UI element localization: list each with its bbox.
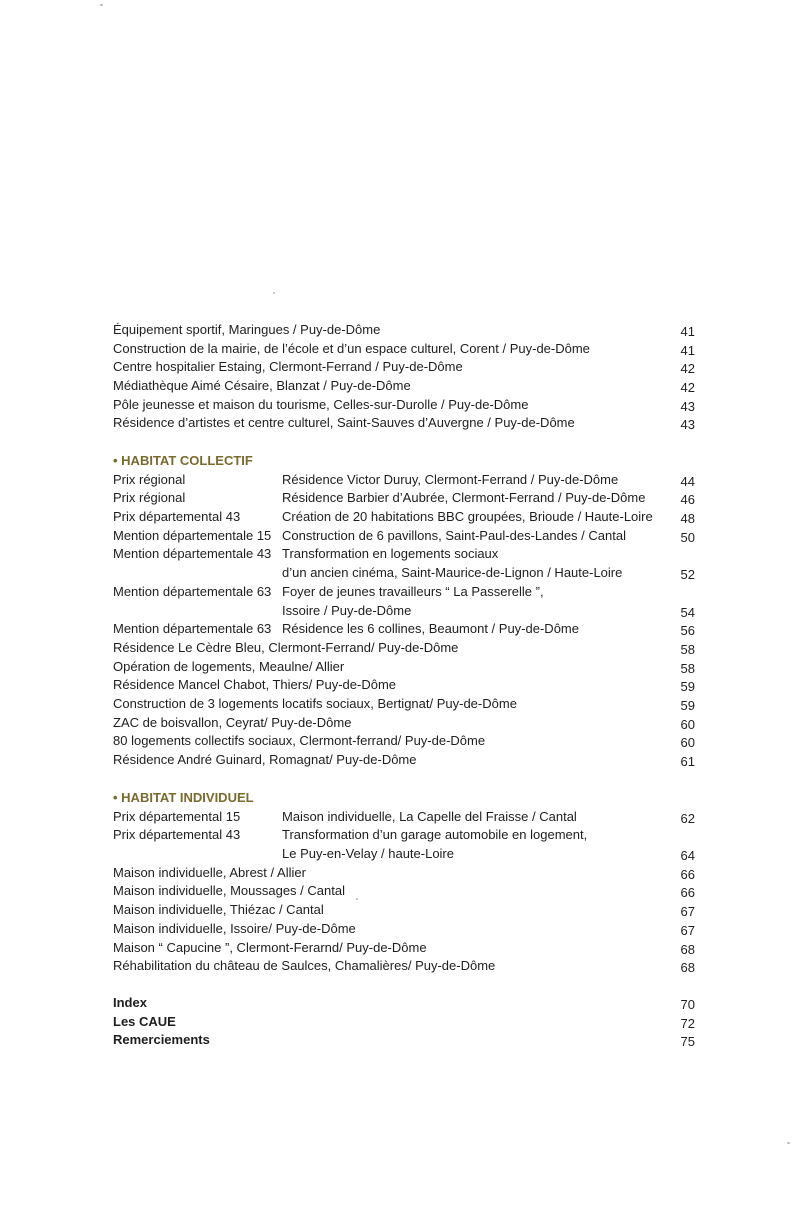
entry-title: Résidence d’artistes et centre culturel, Saint-Sauves d’Auvergne / Puy-de-Dôme [113, 415, 575, 431]
toc-entry[interactable] [113, 545, 695, 564]
toc-entry[interactable] [113, 676, 695, 695]
entry-title: Index [113, 995, 147, 1010]
toc-entry[interactable] [113, 920, 695, 939]
entry-page: 61 [680, 754, 695, 769]
entry-page: 54 [680, 604, 695, 620]
entry-prize: Mention départementale 63 [113, 583, 272, 599]
entry-page: 59 [680, 697, 695, 713]
toc-entry[interactable] [113, 377, 695, 396]
toc-entry[interactable] [113, 508, 695, 527]
toc-entry[interactable] [113, 340, 695, 359]
entry-page: 41 [680, 342, 695, 358]
entry-title: Résidence Le Cèdre Bleu, Clermont-Ferrand/ Puy-de-Dôme [113, 639, 459, 655]
entry-title: Maison individuelle, Thiézac / Cantal [113, 902, 324, 918]
entry-prize: Mention départementale 15 [113, 527, 272, 543]
entry-prize: Prix départemental 43 [113, 509, 241, 525]
entry-page: 67 [680, 904, 695, 920]
entry-title: Maison individuelle, Moussages / Cantal [113, 883, 345, 899]
toc-entry[interactable] [113, 695, 695, 714]
scan-speck [100, 4, 103, 6]
toc-entry[interactable] [113, 620, 695, 639]
entry-page: 52 [680, 567, 695, 583]
entry-page: 67 [680, 922, 695, 938]
entry-title: Résidence les 6 collines, Beaumont / Puy-de-Dôme [282, 621, 579, 637]
toc-entry[interactable] [113, 527, 695, 546]
entry-title: Maison individuelle, Issoire/ Puy-de-Dôme [113, 920, 356, 936]
section-heading-individuel: • HABITAT INDIVIDUEL [113, 790, 254, 805]
entry-page: 56 [680, 623, 695, 639]
scan-speck [273, 292, 275, 294]
entry-prize: Prix régional [113, 490, 186, 506]
entry-title: Opération de logements, Meaulne/ Allier [113, 658, 345, 674]
entry-page: 70 [680, 997, 695, 1012]
entry-title-continued: d’un ancien cinéma, Saint-Maurice-de-Lignon / Haute-Loire [282, 565, 623, 581]
toc-entry[interactable] [113, 882, 695, 901]
entry-title: Résidence Barbier d’Aubrée, Clermont-Ferrand / Puy-de-Dôme [282, 490, 646, 506]
entry-title: Maison “ Capucine ”, Clermont-Ferarnd/ Puy-de-Dôme [113, 939, 427, 955]
entry-title: Résidence Mancel Chabot, Thiers/ Puy-de-Dôme [113, 677, 397, 693]
entry-title: Les CAUE [113, 1013, 176, 1029]
entry-title: Transformation en logements sociaux [282, 546, 499, 562]
entry-title: Création de 20 habitations BBC groupées, Brioude / Haute-Loire [282, 509, 653, 525]
entry-prize: Mention départementale 43 [113, 546, 272, 562]
entry-prize: Prix régional [113, 471, 186, 487]
entry-prize: Prix départemental 15 [113, 808, 241, 824]
section-habitat-collectif [113, 452, 695, 770]
entry-title: Transformation d’un garage automobile en logement, [282, 827, 588, 843]
toc-entry[interactable] [113, 808, 695, 827]
entry-title: Maison individuelle, Abrest / Allier [113, 864, 306, 880]
entry-title: Maison individuelle, La Capelle del Fraisse / Cantal [282, 808, 577, 824]
entry-page: 72 [680, 1015, 695, 1031]
entry-title: Résidence Victor Duruy, Clermont-Ferrand / Puy-de-Dôme [282, 471, 619, 487]
toc-entry-remerciements[interactable] [113, 1031, 695, 1050]
toc-entry-continued[interactable] [113, 602, 695, 621]
entry-page: 68 [680, 941, 695, 957]
entry-title: Remerciements [113, 1032, 210, 1048]
entry-title: Centre hospitalier Estaing, Clermont-Ferrand / Puy-de-Dôme [113, 359, 463, 375]
toc-general-list [113, 321, 695, 433]
toc-entry[interactable] [113, 583, 695, 602]
toc-entry[interactable] [113, 358, 695, 377]
entry-page: 59 [680, 679, 695, 695]
toc-entry-continued[interactable] [113, 564, 695, 583]
toc-entry[interactable] [113, 751, 695, 770]
entry-title: Réhabilitation du château de Saulces, Chamalières/ Puy-de-Dôme [113, 958, 496, 974]
toc-entry[interactable] [113, 471, 695, 490]
entry-title: Construction de 6 pavillons, Saint-Paul-des-Landes / Cantal [282, 527, 626, 543]
entry-page: 62 [680, 810, 695, 826]
entry-prize: Prix départemental 43 [113, 827, 241, 843]
entry-title: Médiathèque Aimé Césaire, Blanzat / Puy-de-Dôme [113, 378, 411, 394]
entry-page: 75 [680, 1034, 695, 1050]
toc-entry[interactable] [113, 714, 695, 733]
entry-page: 48 [680, 511, 695, 527]
entry-title: Construction de 3 logements locatifs sociaux, Bertignat/ Puy-de-Dôme [113, 695, 517, 711]
entry-title: Équipement sportif, Maringues / Puy-de-Dôme [113, 322, 381, 337]
entry-title: Construction de la mairie, de l’école et d’un espace culturel, Corent / Puy-de-Dôme [113, 340, 590, 356]
entry-page: 66 [680, 866, 695, 882]
entry-page: 42 [680, 380, 695, 396]
entry-title: ZAC de boisvallon, Ceyrat/ Puy-de-Dôme [113, 714, 352, 730]
toc-entry[interactable] [113, 939, 695, 958]
entry-page: 68 [680, 960, 695, 976]
entry-page: 44 [680, 473, 695, 489]
scan-speck [787, 1142, 790, 1144]
toc-entry-index[interactable] [113, 994, 695, 1013]
entry-page: 66 [680, 885, 695, 901]
entry-page: 60 [680, 716, 695, 732]
toc-entry[interactable] [113, 658, 695, 677]
toc-entry[interactable] [113, 826, 695, 845]
toc-entry[interactable] [113, 864, 695, 883]
entry-title: Pôle jeunesse et maison du tourisme, Celles-sur-Durolle / Puy-de-Dôme [113, 396, 529, 412]
entry-page: 60 [680, 735, 695, 751]
entry-page: 43 [680, 417, 695, 433]
entry-page: 64 [680, 848, 695, 864]
toc-entry[interactable] [113, 414, 695, 433]
section-habitat-individuel [113, 789, 695, 976]
entry-title: 80 logements collectifs sociaux, Clermont-ferrand/ Puy-de-Dôme [113, 733, 486, 749]
toc-back-matter [113, 994, 695, 1050]
entry-title-continued: Le Puy-en-Velay / haute-Loire [282, 846, 454, 862]
section-heading-collectif: • HABITAT COLLECTIF [113, 453, 253, 468]
toc-entry[interactable] [113, 957, 695, 976]
entry-title-continued: Issoire / Puy-de-Dôme [282, 602, 412, 618]
entry-page: 58 [680, 641, 695, 657]
toc-entry[interactable] [113, 639, 695, 658]
entry-title: Résidence André Guinard, Romagnat/ Puy-de-Dôme [113, 752, 417, 767]
entry-page: 41 [680, 324, 695, 339]
toc-entry-caue[interactable] [113, 1013, 695, 1032]
toc-entry[interactable] [113, 901, 695, 920]
entry-page: 43 [680, 398, 695, 414]
entry-page: 42 [680, 361, 695, 377]
entry-page: 58 [680, 660, 695, 676]
toc-entry[interactable] [113, 732, 695, 751]
entry-page: 50 [680, 529, 695, 545]
entry-page: 46 [680, 492, 695, 508]
toc-entry[interactable] [113, 396, 695, 415]
toc-entry[interactable] [113, 321, 695, 340]
toc-entry[interactable] [113, 489, 695, 508]
entry-title: Foyer de jeunes travailleurs “ La Passerelle ”, [282, 583, 544, 599]
entry-prize: Mention départementale 63 [113, 621, 272, 637]
toc-entry-continued[interactable] [113, 845, 695, 864]
